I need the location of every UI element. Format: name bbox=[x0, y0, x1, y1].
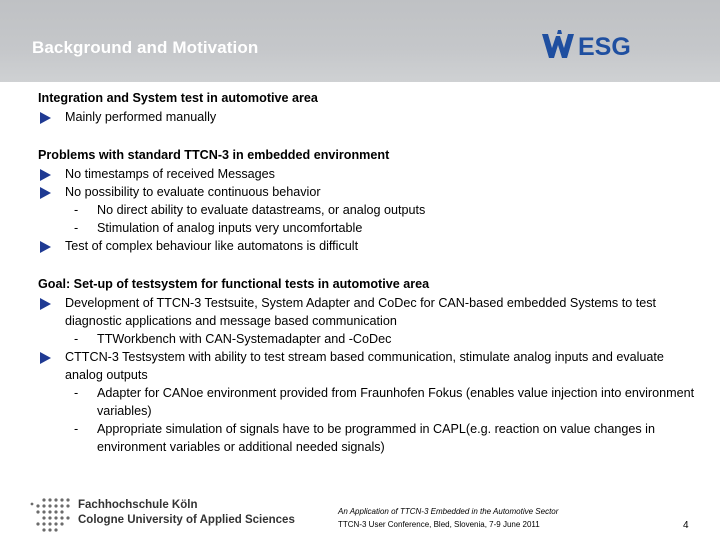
university-logo bbox=[30, 496, 295, 532]
sub-item: - Appropriate simulation of signals have to be programmed in CAPL(e.g. reaction on value changes in environment variables or additional needed signals) bbox=[74, 422, 655, 454]
triangle-bullet-icon bbox=[40, 241, 51, 253]
bullet-item: CTTCN-3 Testsystem with ability to test stream based communication, stimulate analog inputs and evaluate analog outputs bbox=[38, 348, 698, 384]
triangle-bullet-icon bbox=[40, 187, 51, 199]
bullet-item: No possibility to evaluate continuous behavior bbox=[38, 183, 698, 201]
dash-marker: - bbox=[74, 221, 79, 235]
bullet-item: Development of TTCN-3 Testsuite, System Adapter and CoDec for CAN-based embedded Systems to test diagnostic applications and message based communication bbox=[38, 294, 698, 330]
paper-title: An Application of TTCN-3 Embedded in the Automotive Sector bbox=[338, 507, 559, 516]
conference-info: TTCN-3 User Conference, Bled, Slovenia, 7-9 June 2011 bbox=[338, 520, 540, 529]
dash-marker: - bbox=[74, 203, 79, 217]
page-number: 4 bbox=[683, 520, 689, 531]
dash-marker: - bbox=[74, 422, 79, 436]
triangle-bullet-icon bbox=[40, 352, 51, 364]
dash-marker: - bbox=[74, 332, 79, 346]
slide-title: Background and Motivation bbox=[32, 38, 259, 57]
triangle-bullet-icon bbox=[40, 169, 51, 181]
esg-logo bbox=[540, 28, 650, 62]
triangle-bullet-icon bbox=[40, 298, 51, 310]
section-heading: Integration and System test in automotive area bbox=[38, 91, 318, 105]
triangle-bullet-icon bbox=[40, 112, 51, 124]
slide-header bbox=[0, 0, 720, 82]
footer-info bbox=[338, 505, 558, 531]
section-heading: Problems with standard TTCN-3 in embedded environment bbox=[38, 148, 390, 162]
institution-subtitle: Cologne University of Applied Sciences bbox=[78, 514, 295, 526]
sub-item: - Adapter for CANoe environment provided from Fraunhofen Fokus (enables value injection into environment variables) bbox=[74, 386, 695, 418]
bullet-item: No timestamps of received Messages bbox=[38, 165, 698, 183]
sub-item: - TTWorkbench with CAN-Systemadapter and -CoDec bbox=[74, 332, 392, 346]
bullet-item: Test of complex behaviour like automatons is difficult bbox=[38, 237, 698, 255]
section-heading: Goal: Set-up of testsystem for functional tests in automotive area bbox=[38, 277, 430, 291]
svg-text:ESG: ESG bbox=[578, 33, 631, 61]
dot-grid-logo-icon bbox=[30, 496, 70, 532]
slide-content bbox=[38, 89, 698, 456]
bullet-item: Mainly performed manually bbox=[38, 108, 698, 126]
dash-marker: - bbox=[74, 386, 79, 400]
sub-item: - Stimulation of analog inputs very uncomfortable bbox=[74, 221, 363, 235]
institution-name: Fachhochschule Köln bbox=[78, 499, 198, 511]
sub-item: - No direct ability to evaluate datastreams, or analog outputs bbox=[74, 203, 426, 217]
